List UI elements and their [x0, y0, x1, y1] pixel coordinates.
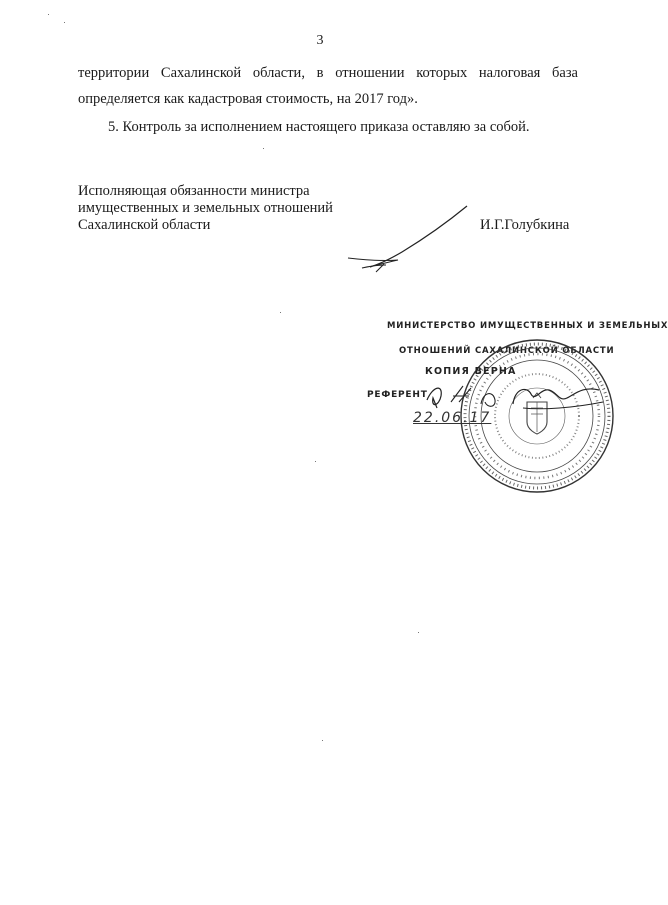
page-number: 3	[316, 33, 324, 48]
referent-signature	[423, 378, 613, 414]
scan-speck	[280, 312, 281, 313]
scan-speck	[315, 461, 316, 462]
signatory-name: И.Г.Голубкина	[480, 217, 570, 233]
paragraph-tax-base	[78, 60, 578, 112]
paragraph-line: определяется как кадастровая стоимость, на 2017 год».	[78, 91, 418, 107]
signatory-position	[78, 183, 333, 234]
stamp-relations-line: ОТНОШЕНИЙ САХАЛИНСКОЙ ОБЛАСТИ	[399, 346, 615, 356]
stamp-ministry-line: МИНИСТЕРСТВО ИМУЩЕСТВЕННЫХ И ЗЕМЕЛЬНЫХ	[387, 321, 668, 331]
certification-stamp	[365, 308, 668, 508]
paragraph-control	[78, 114, 578, 140]
position-line: Исполняющая обязанности министра	[78, 183, 310, 199]
stamp-referent-label: РЕФЕРЕНТ	[367, 390, 428, 400]
paragraph-line: 5. Контроль за исполнением настоящего приказа оставляю за собой.	[108, 119, 530, 135]
position-line: Сахалинской области	[78, 217, 211, 233]
paragraph-line: территории Сахалинской области, в отношении которых налоговая база	[78, 65, 578, 81]
stamp-date: 22.06.17	[413, 410, 492, 426]
scan-speck	[418, 632, 419, 633]
handwritten-signature	[340, 200, 480, 275]
position-line: имущественных и земельных отношений	[78, 200, 333, 216]
stamp-copy-true: КОПИЯ ВЕРНА	[425, 366, 517, 377]
scan-speck	[64, 22, 65, 23]
scan-speck	[263, 148, 264, 149]
scan-speck	[322, 740, 323, 741]
scan-speck	[48, 14, 49, 15]
